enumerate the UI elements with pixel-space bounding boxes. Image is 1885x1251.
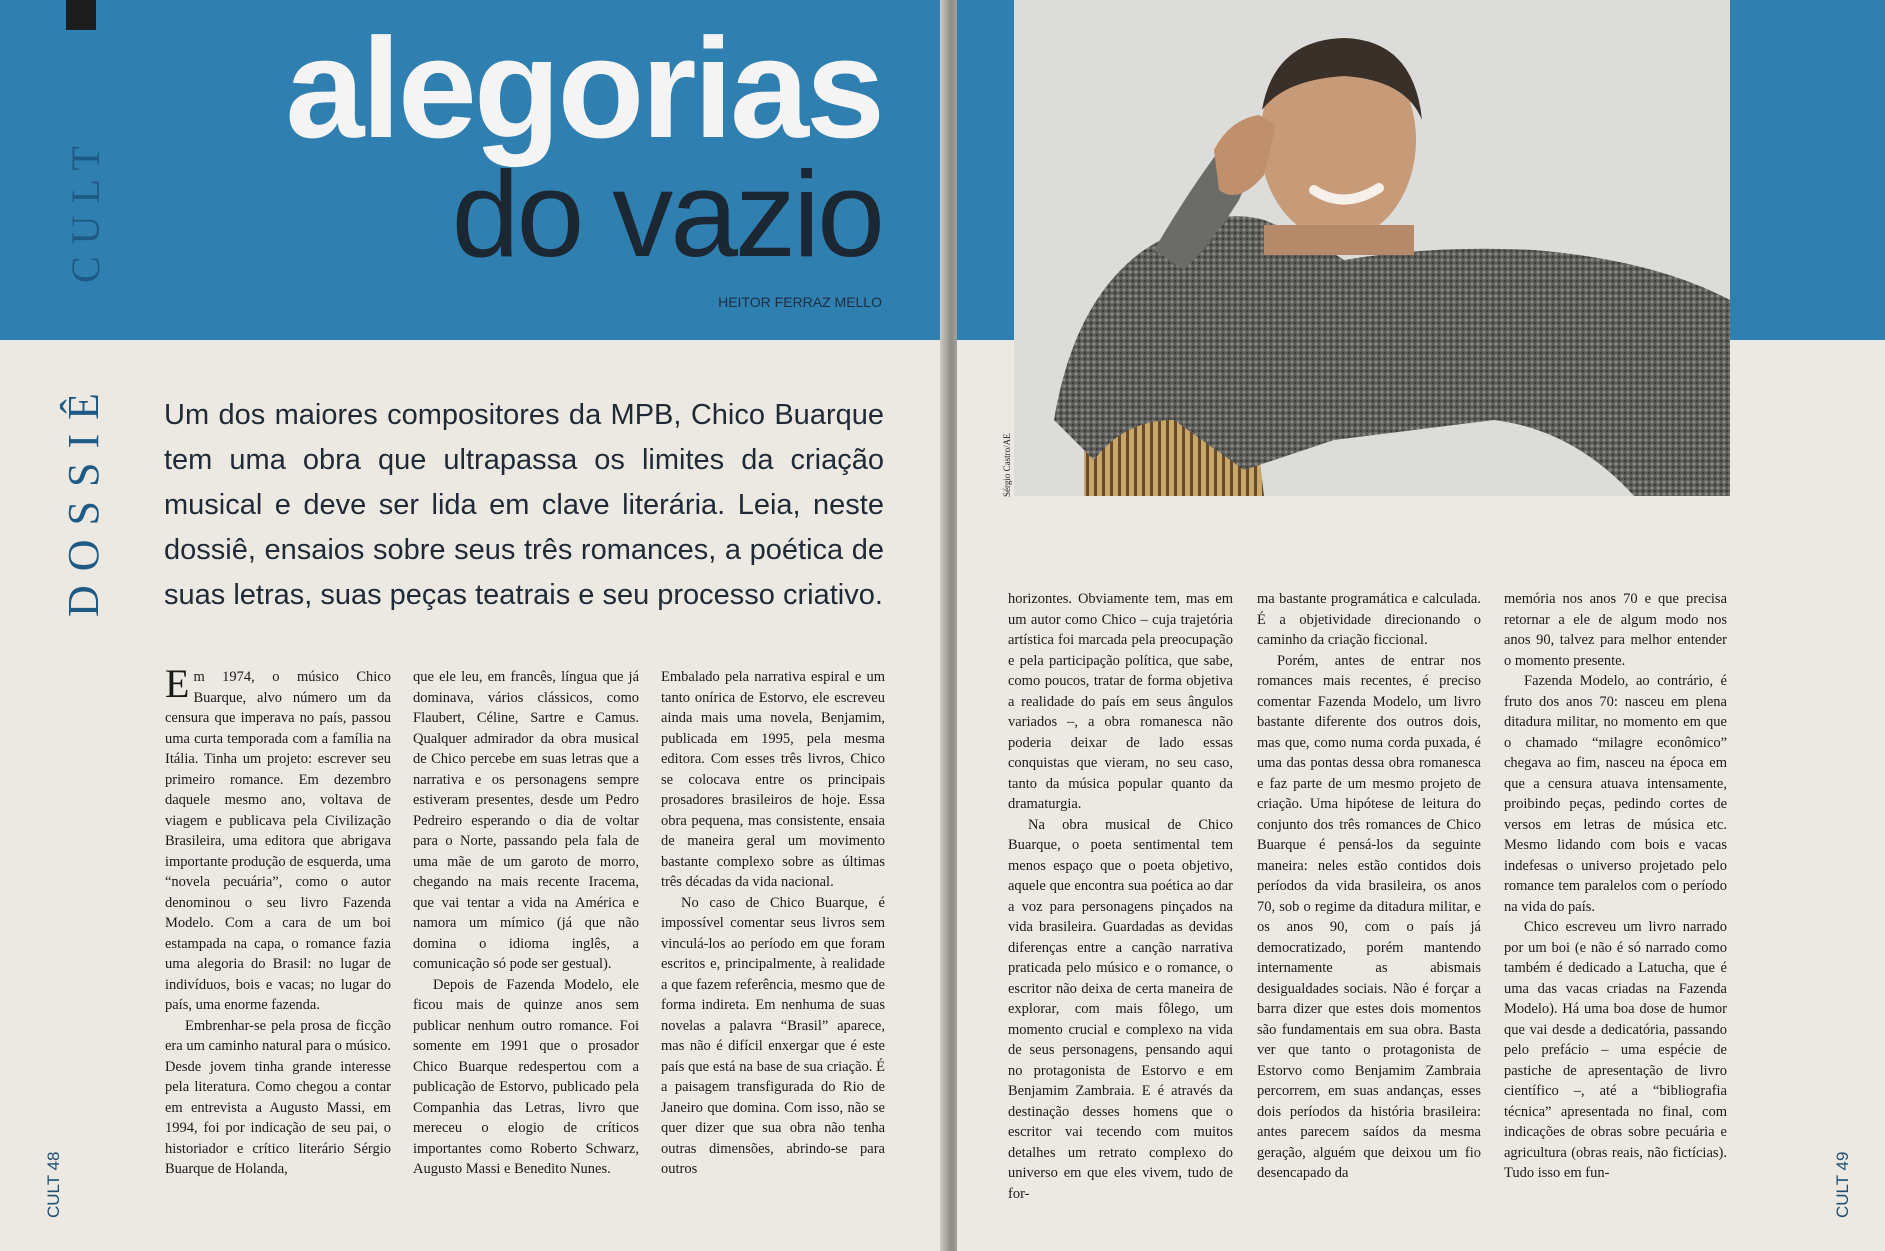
page-number: CULT 48 (44, 1151, 63, 1218)
article-column-6 (1504, 589, 1727, 1184)
paragraph: Embalado pela narrativa espiral e um tanto onírica de Estorvo, ele escreveu ainda mais uma novela, Benjamim, publicada em 1995, pela mesma editora. Com esses três livros, Chico se colocava entre os principais prosadores brasileiros de hoje. Essa obra pequena, mas consistente, ensaia de maneira geral um movimento bastante complexo sobre as últimas três décadas da vida nacional. (661, 669, 885, 890)
photo-credit: Sérgio Castro/AE (1002, 433, 1012, 497)
paragraph: Chico escreveu um livro narrado por um boi (e não é só narrado como também é dedicado a Latucha, que é uma das vacas criadas na Fazenda Modelo). Há uma boa dose de humor que vai desde a dedicatória, passando pelo prefácio – uma espécie de pastiche de apresentação de livro científico –, até a “bibliografia técnica” apresentada no final, com indicações de obras sobre pecuária e agricultura (obras reais, não fictícias). Tudo isso em fun- (1504, 919, 1727, 1181)
dossier-label: DOSSIÊ (59, 378, 108, 617)
page-number: CULT 49 (1833, 1151, 1852, 1218)
paragraph: horizontes. Obviamente tem, mas em um autor como Chico – cuja trajetória artística foi marcada pela preocupação e pela participação política, que sabe, como poucos, tratar de forma objetiva a realidade do país em seus ângulos variados –, a obra romanesca não poderia deixar de lado essas conquistas que vieram, no seu caso, tanto da música popular quanto da dramaturgia. (1008, 591, 1233, 812)
section-label: CULT (63, 134, 108, 283)
article-column-2 (413, 667, 639, 1180)
title-line-2: do vazio (451, 146, 882, 282)
article-column-3 (661, 667, 885, 1180)
title-line-1: alegorias (285, 9, 882, 168)
header-band-left (957, 0, 1014, 340)
paragraph: Na obra musical de Chico Buarque, o poeta sentimental tem menos espaço que o poeta objetivo, aquele que encontra sua poética ao dar a voz para personagens pinçados na vida brasileira. Guardadas as devidas diferenças entre a canção narrativa praticada pelo músico e o romance, o escritor não deixa de certa maneira de explorar, com mais fôlego, um momento crucial e complexo na vida de seus personagens, pensando aqui no protagonista de Estorvo e em Benjamim Zambraia. E é através da destinação desses homens que o escritor vai tecendo com muitos detalhes um retrato complexo do universo em que eles vivem, tudo de for- (1008, 816, 1233, 1202)
right-page (957, 0, 1885, 1251)
corner-block (66, 0, 96, 30)
paragraph: memória nos anos 70 e que precisa retornar a ele de algum modo nos anos 90, talvez para melhor entender o momento presente. (1504, 591, 1727, 669)
portrait-photo (1014, 0, 1730, 496)
lead-paragraph: Um dos maiores compositores da MPB, Chico Buarque tem uma obra que ultrapassa os limites da criação musical e deve ser lida em clave literária. Leia, neste dossiê, ensaios sobre seus três romances, a poética de suas letras, suas peças teatrais e seu processo criativo. (164, 399, 884, 611)
paragraph: Fazenda Modelo, ao contrário, é fruto dos anos 70: nasceu em plena ditadura militar, no momento em que o chamado “milagre econômico” chegava ao fim, nasceu na época em que a censura atuava intensamente, proibindo peças, pedindo cortes de versos em letras de música etc. Mesmo lidando com bois e vacas indefesas o universo projetado pelo romance tem paralelos com o período na vida do país. (1504, 673, 1727, 915)
paragraph (165, 661, 391, 1016)
paragraph: Depois de Fazenda Modelo, ele ficou mais de quinze anos sem publicar nenhum outro romance. Foi somente em 1991 que o prosador Chico Buarque redespertou com a publicação de Estorvo, publicado pela Companhia das Letras, livro que mereceu o elogio de críticos importantes como Roberto Schwarz, Augusto Massi e Benedito Nunes. (413, 976, 639, 1177)
author-byline: HEITOR FERRAZ MELLO (718, 294, 882, 310)
drop-cap: E (165, 661, 190, 706)
paragraph: que ele leu, em francês, língua que já dominava, vários clássicos, como Flaubert, Céline, Sartre e Camus. Qualquer admirador da obra musical de Chico percebe em suas letras que a narrativa e os personagens sempre estiveram presentes, desde um Pedro Pedreiro esperando o dia de voltar para o Norte, passando pela fala de uma mãe de um garoto de morro, chegando na mais recente Iracema, que vai tentar a vida na América e namora um mímico (já que não domina o idioma inglês, a comunicação só pode ser gestual). (413, 669, 639, 972)
paragraph: ma bastante programática e calculada. É a objetividade direcionando o caminho da criação ficcional. (1257, 591, 1481, 648)
article-column-5 (1257, 589, 1481, 1184)
paragraph: Embrenhar-se pela prosa de ficção era um caminho natural para o músico. Desde jovem tinha grande interesse pela literatura. Como chegou a contar em entrevista a Augusto Massi, em 1994, foi por indicação de seu pai, o historiador e crítico literário Sérgio Buarque de Holanda, (165, 1017, 391, 1177)
portrait-illustration (1014, 0, 1730, 496)
paragraph: Porém, antes de entrar nos romances mais recentes, é preciso comentar Fazenda Modelo, um livro bastante diferente dos outros dois, mas que, como numa corda puxada, é uma das pontas dessa obra romanesca e faz parte de um mesmo projeto de criação. Uma hipótese de leitura do conjunto dos três romances de Chico Buarque é pensá-los da seguinte maneira: neles estão contidos dois períodos da vida brasileira, os anos 70, sob o regime da ditadura militar, e os anos 90, com o país já democratizado, porém mantendo internamente as abismais desigualdades sociais. Não é forçar a barra dizer que estes dois momentos são fundamentais em sua obra. Basta ver que tanto o protagonista de Estorvo como Benjamim Zambraia percorrem, em suas andanças, esses dois períodos da história brasileira: antes parecem saídos da mesma geração, alguém que deixou um fio desencapado da (1257, 652, 1481, 1181)
article-column-1 (165, 661, 391, 1180)
article-column-4 (1008, 589, 1233, 1204)
paragraph-text: m 1974, o músico Chico Buarque, alvo número um da censura que imperava no país, passou uma curta temporada com a família na Itália. Tinha um projeto: escrever seu primeiro romance. Em dezembro daquele mesmo ano, voltava de viagem e publicava pela Civilização Brasileira, uma editora que abrigava importante produção de esquerda, uma “novela pecuária”, como o autor denominou o seu livro Fazenda Modelo. Com a cara de um boi estampada na capa, o romance fazia uma alegoria do Brasil: no lugar de indivíduos, bois e vacas; no lugar do país, uma enorme fazenda. (165, 669, 391, 1013)
paragraph: No caso de Chico Buarque, é impossível comentar seus livros sem vinculá-los ao período em que foram escritos e, principalmente, à realidade a que fazem referência, mesmo que de forma indireta. Em nenhuma de suas novelas a palavra “Brasil” aparece, mas não é difícil enxergar que é este país que está na base de sua criação. É a paisagem transfigurada do Rio de Janeiro que domina. Com isso, não se quer dizer que sua obra não tenha outras dimensões, abrindo-se para outros (661, 894, 885, 1177)
header-band-right (1730, 0, 1885, 340)
